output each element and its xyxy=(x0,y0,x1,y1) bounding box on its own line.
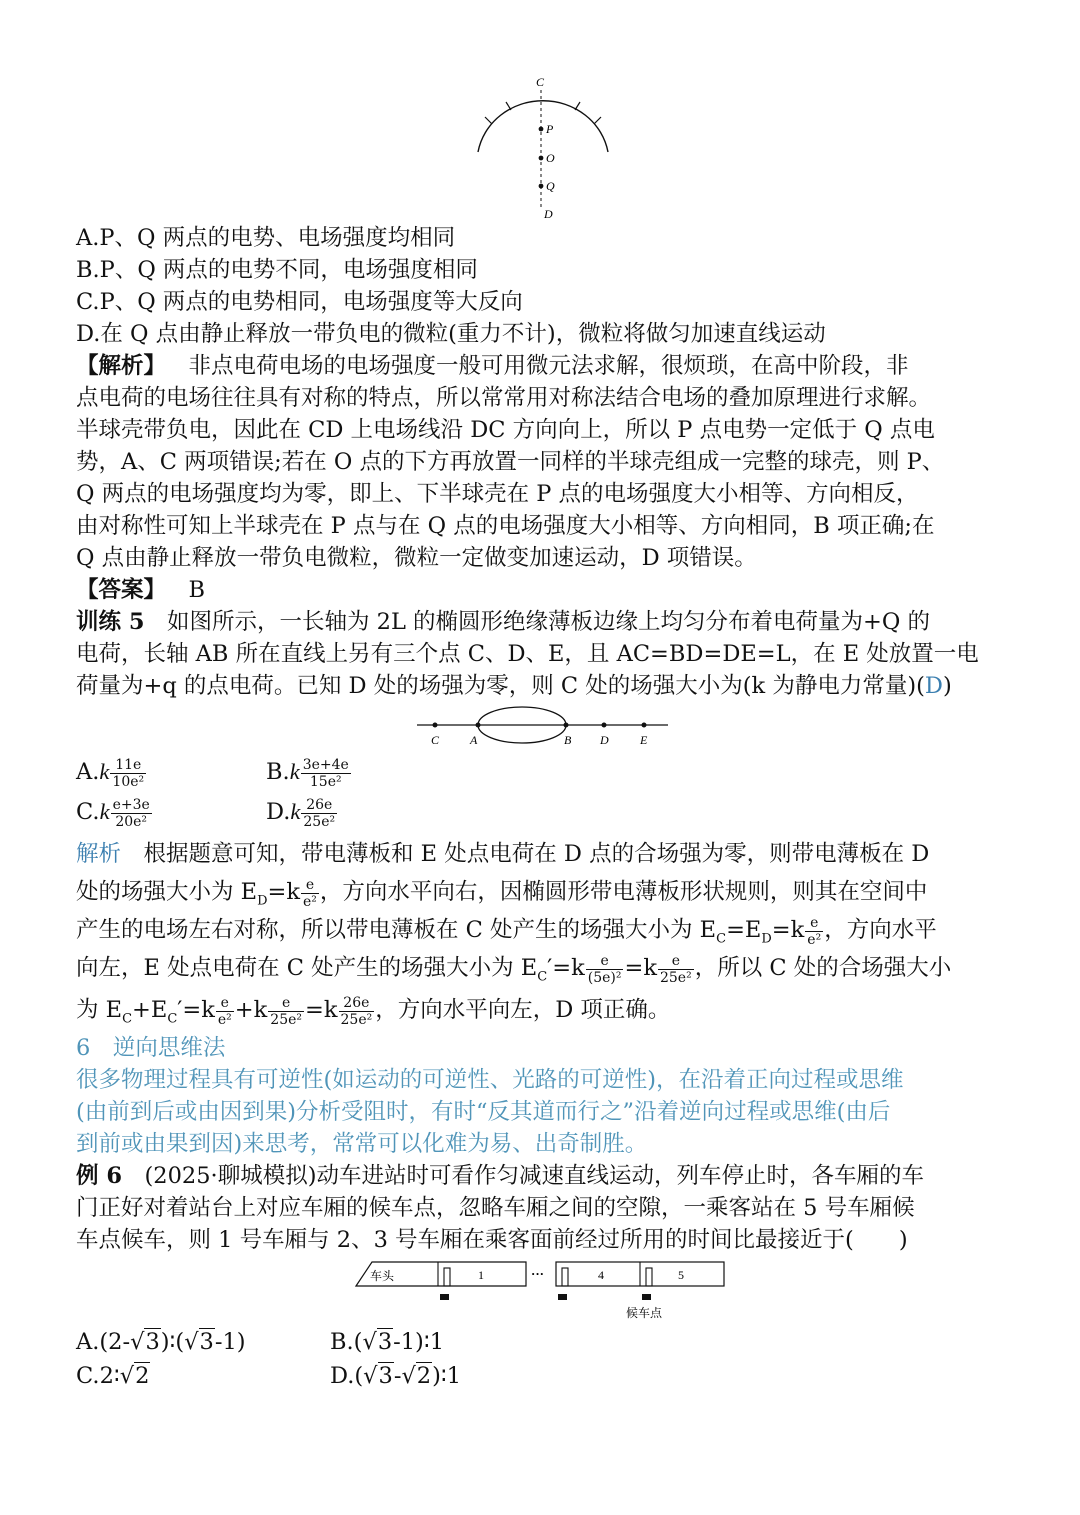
analysis-line-1: 【解析】 非点电荷电场的电场强度一般可用微元法求解，很烦琐，在高中阶段，非 xyxy=(76,353,909,379)
analysis-line-3: 半球壳带负电，因此在 CD 上电场线沿 DC 方向向上，所以 P 点电势一定低于 Q 点电 xyxy=(76,417,935,443)
hemisphere-figure xyxy=(470,72,620,222)
train5-option-b: B.k $\frac{3e+4e}{\text{15e²}}$ xyxy=(266,756,349,790)
train5-key: D xyxy=(924,673,943,699)
fig1-label-c: C xyxy=(536,75,545,89)
waiting-point-label: 候车点 xyxy=(626,1306,663,1320)
train5-option-c: C.k $\frac{e+3e}{\text{20e²}}$ xyxy=(76,796,150,830)
fig2-label-c: C xyxy=(431,733,440,747)
section6-title: 6 逆向思维法 xyxy=(76,1035,226,1061)
fig2-label-b: B xyxy=(564,733,572,747)
train-car4-label: 4 xyxy=(598,1268,604,1282)
fig2-label-e: E xyxy=(640,733,648,747)
example6-option-b: B.(√3-1)∶1 xyxy=(330,1329,445,1355)
answer-label: 【答案】 xyxy=(76,577,167,603)
train-head-label: 车头 xyxy=(370,1269,395,1283)
analysis-label: 【解析】 xyxy=(76,353,167,379)
train5-option-a: A.k $\frac{11e}{\text{10e²}}$ xyxy=(76,756,145,790)
train5-line-2: 电荷，长轴 AB 所在直线上另有三个点 C、D、E，且 AC=BD=DE=L，在 E 处放置一电 xyxy=(76,641,979,667)
ellipse-figure xyxy=(415,704,670,750)
train5-analysis-line-1: 解析 根据题意可知，带电薄板和 E 处点电荷在 D 点的合场强为零，则带电薄板在 D xyxy=(76,841,930,867)
answer-line xyxy=(76,574,205,606)
train5-analysis-line-4: 向左，E 处点电荷在 C 处产生的场强大小为 $E_C'=k$ $\frac{e}{\text{(5e)²}}$ =k $\frac{e}{\text{25e²}}$ ，所以 C 处的合场强大小 xyxy=(76,952,952,986)
fig2-label-a: A xyxy=(470,733,478,747)
option-a: A.P、Q 两点的电势、电场强度均相同 xyxy=(76,225,456,251)
example6-option-d: D.(√3-√2)∶1 xyxy=(330,1363,462,1389)
section6-line-1: 很多物理过程具有可逆性(如运动的可逆性、光路的可逆性)，在沿着正向过程或思维 xyxy=(76,1067,904,1093)
train-car1-label: 1 xyxy=(478,1268,484,1282)
train-figure xyxy=(350,1254,735,1326)
train5-line-3: 荷量为+q 的点电荷。已知 D 处的场强为零，则 C 处的场强大小为(k 为静电力常量)(D) xyxy=(76,673,952,699)
example6-label: 例 6 xyxy=(76,1163,122,1189)
analysis-line-7: Q 点由静止释放一带负电微粒，微粒一定做变加速运动，D 项错误。 xyxy=(76,545,757,571)
analysis-line-2: 点电荷的电场往往具有对称的特点，所以常常用对称法结合电场的叠加原理进行求解。 xyxy=(76,385,932,411)
fig1-label-q: Q xyxy=(546,179,555,193)
fig1-label-d: D xyxy=(544,207,553,221)
analysis-line-4: 势，A、C 两项错误;若在 O 点的下方再放置一同样的半球壳组成一完整的球壳，则 P、 xyxy=(76,449,945,475)
answer-value: B xyxy=(188,577,206,603)
example6-line-3: 车点候车，则 1 号车厢与 2、3 号车厢在乘客面前经过所用的时间比最接近于( ) xyxy=(76,1227,908,1253)
train5-option-d: D.k $\frac{26e}{\text{25e²}}$ xyxy=(266,796,336,830)
fig2-label-d: D xyxy=(600,733,609,747)
section6-line-2: (由前到后或由因到果)分析受阻时，有时“反其道而行之”沿着逆向过程或思维(由后 xyxy=(76,1099,891,1125)
train-car5-label: 5 xyxy=(678,1268,684,1282)
fig1-label-o: O xyxy=(546,151,555,165)
train5-analysis-line-3: 产生的电场左右对称，所以带电薄板在 C 处产生的场强大小为 $E_C=E_D=k$ $\frac{e}{\text{e²}}$ ，方向水平 xyxy=(76,914,937,948)
section6-line-3: 到前或由果到因)来思考，常常可以化难为易、出奇制胜。 xyxy=(76,1131,648,1157)
example6-option-a: A.(2-√3)∶(√3-1) xyxy=(76,1329,246,1355)
train5-analysis-line-2: 处的场强大小为 $E_D=k$ $\frac{e}{\text{e²}}$ ，方向水平向右，因椭圆形带电薄板形状规则，则其在空间中 xyxy=(76,876,928,910)
train5-label: 训练 5 xyxy=(76,609,145,635)
train-dots: ··· xyxy=(531,1266,545,1281)
option-b: B.P、Q 两点的电势不同，电场强度相同 xyxy=(76,257,478,283)
train5-line-1: 训练 5 如图所示，一长轴为 2L 的椭圆形绝缘薄板边缘上均匀分布着电荷量为+Q 的 xyxy=(76,609,931,635)
option-d: D.在 Q 点由静止释放一带负电的微粒(重力不计)，微粒将做匀加速直线运动 xyxy=(76,321,826,347)
example6-line-1: 例 6 (2025·聊城模拟)动车进站时可看作匀减速直线运动，列车停止时，各车厢的车 xyxy=(76,1163,924,1189)
train5-analysis-line-5: 为 $E_C+E_C'=k$ $\frac{e}{\text{e²}}$ +k $\frac{e}{\text{25e²}}$ =k $\frac{26e}{\text{25e²}}$ ，方向水平向左，D 项正确。 xyxy=(76,994,671,1028)
option-c: C.P、Q 两点的电势相同，电场强度等大反向 xyxy=(76,289,523,315)
example6-line-2: 门正好对着站台上对应车厢的候车点，忽略车厢之间的空隙，一乘客站在 5 号车厢候 xyxy=(76,1195,915,1221)
fig1-label-p: P xyxy=(546,122,554,136)
example6-option-c: C.2∶√2 xyxy=(76,1363,150,1389)
analysis-line-6: 由对称性可知上半球壳在 P 点与在 Q 点的电场强度大小相等、方向相同，B 项正确;在 xyxy=(76,513,935,539)
analysis-line-5: Q 两点的电场强度均为零，即上、下半球壳在 P 点的电场强度大小相等、方向相反， xyxy=(76,481,919,507)
train5-analysis-label: 解析 xyxy=(76,841,122,867)
